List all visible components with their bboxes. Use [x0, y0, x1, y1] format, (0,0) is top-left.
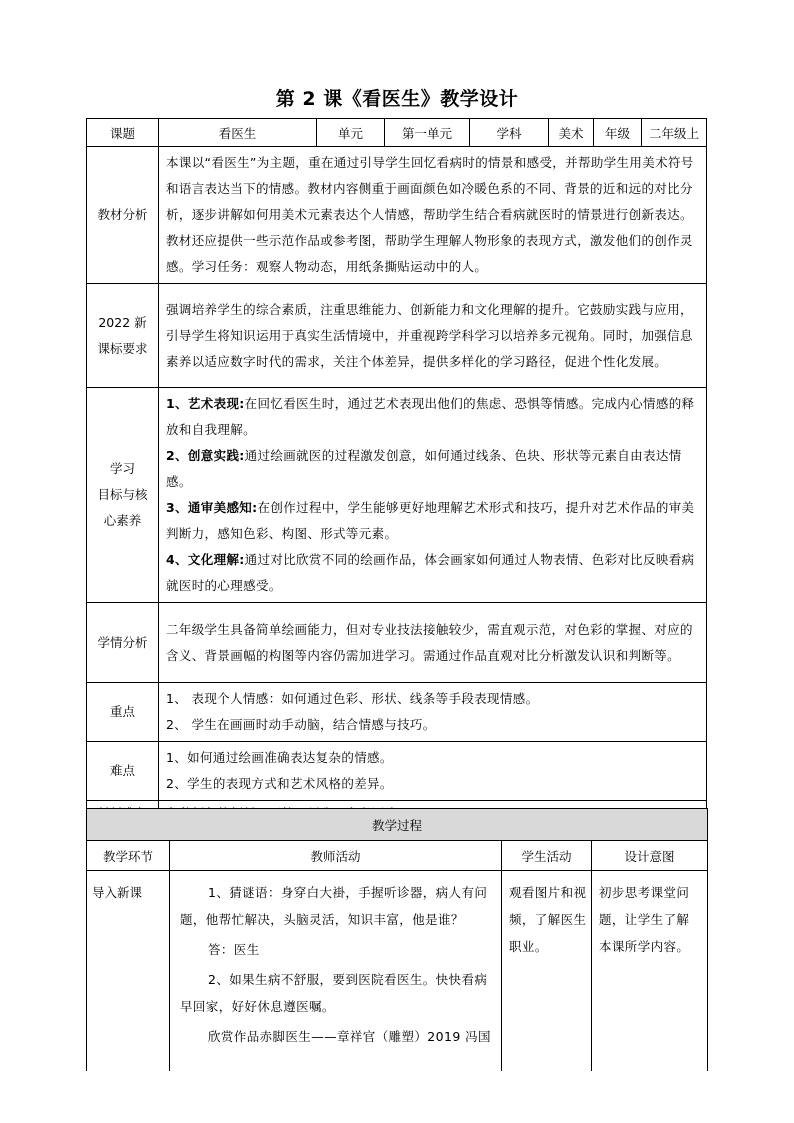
info-header-row [87, 119, 707, 147]
standards-label-line2: 课标要求 [97, 340, 148, 356]
difficulties-text [159, 742, 707, 801]
subject-value: 美术 [549, 119, 594, 147]
teacher-paragraph: 2、如果生病不舒服，要到医院看医生。快快看病早回家，好好休息遵医嘱。 [180, 972, 488, 1014]
standards-text: 强调培养学生的综合素质，注重思维能力、创新能力和文化理解的提升。它鼓励实践与应用，引导学生将知识运用于真实生活情境中，并重视跨学科学习以培养多元视角。同时，加强信息素养以适应数字时代的需求，关注个体差异，提供多样化的学习路径，促进个性化发展。 [159, 284, 707, 388]
teacher-paragraph: 答：医生 [208, 942, 260, 957]
standards-row [87, 284, 707, 388]
objective-head: 2、创意实践: [166, 448, 245, 463]
objective-item [166, 495, 699, 547]
lesson-value: 看医生 [159, 119, 317, 147]
objective-text: 通过对比欣赏不同的绘画作品，体会画家如何通过人物表情、色彩对比反映看病就医时的心理感受。 [166, 552, 695, 593]
subject-label: 学科 [470, 119, 549, 147]
process-banner: 教学过程 [87, 809, 708, 841]
grade-label: 年级 [594, 119, 642, 147]
objective-text: 通过绘画就医的过程激发创意，如何通过线条、色块、形状等元素自由表达情感。 [166, 448, 682, 489]
difficulties-row [87, 742, 707, 801]
intent-header: 设计意图 [592, 841, 708, 871]
teacher-header: 教师活动 [170, 841, 502, 871]
standards-label-line1: 2022 新 [98, 314, 147, 330]
student-header: 学生活动 [502, 841, 592, 871]
difficulty-item: 2、学生的表现方式和艺术风格的差异。 [166, 776, 393, 791]
intro-stage: 导入新课 [87, 871, 170, 1071]
objective-head: 4、文化理解: [166, 552, 245, 567]
intro-design-intent: 初步思考课堂问题，让学生了解本课所学内容。 [592, 871, 708, 1071]
lesson-label: 课题 [87, 119, 159, 147]
objective-item [166, 391, 699, 443]
key-points-row [87, 683, 707, 742]
objective-text: 在创作过程中，学生能够更好地理解艺术形式和技巧，提升对艺术作品的审美判断力，感知色彩、构图、形式等元素。 [166, 500, 695, 541]
stage-header: 教学环节 [87, 841, 170, 871]
objective-text: 在回忆看医生时，通过艺术表现出他们的焦虑、恐惧等情感。完成内心情感的释放和自我理解。 [166, 396, 695, 437]
objective-head: 3、通审美感知: [166, 500, 258, 515]
key-points-text [159, 683, 707, 742]
unit-value: 第一单元 [385, 119, 470, 147]
learner-analysis-label: 学情分析 [87, 603, 159, 683]
grade-value: 二年级上 [642, 119, 707, 147]
key-point-item: 2、 学生在画画时动手动脑，结合情感与技巧。 [166, 717, 436, 732]
objectives-text [159, 388, 707, 603]
teacher-paragraph: 欣赏作品赤脚医生——章祥官（雕塑）2019 冯国 [208, 1029, 491, 1044]
page-title: 第 2 课《看医生》教学设计 [275, 88, 519, 110]
objectives-label-line3: 心素养 [103, 513, 142, 528]
lesson-info-table [86, 118, 707, 828]
intro-row [87, 871, 708, 1071]
objectives-label-line2: 目标与核 [97, 487, 148, 502]
teacher-paragraph: 1、猜谜语：身穿白大褂，手握听诊器，病人有问题，他帮忙解决，头脑灵活，知识丰富，他是谁？ [180, 885, 488, 927]
standards-label [87, 284, 159, 388]
learner-analysis-text: 二年级学生具备简单绘画能力，但对专业技法接触较少，需直观示范，对色彩的掌握、对应的含义、背景画幅的构图等内容仍需加进学习。需通过作品直观对比分析激发认识和判断等。 [159, 603, 707, 683]
objectives-row [87, 388, 707, 603]
material-analysis-row [87, 147, 707, 284]
objective-item [166, 443, 699, 495]
material-analysis-label: 教材分析 [87, 147, 159, 284]
learner-analysis-row [87, 603, 707, 683]
teaching-process-table [86, 808, 708, 1071]
objectives-label [87, 388, 159, 603]
process-header-row [87, 841, 708, 871]
objective-item [166, 547, 699, 599]
objectives-label-line1: 学习 [109, 461, 135, 476]
intro-teacher-activity [170, 871, 502, 1071]
difficulty-item: 1、如何通过绘画准确表达复杂的情感。 [166, 750, 393, 765]
process-banner-row [87, 809, 708, 841]
difficulties-label: 难点 [87, 742, 159, 801]
intro-student-activity: 观看图片和视频，了解医生职业。 [502, 871, 592, 1071]
key-point-item: 1、 表现个人情感：如何通过色彩、形状、线条等手段表现情感。 [166, 691, 539, 706]
unit-label: 单元 [317, 119, 385, 147]
key-points-label: 重点 [87, 683, 159, 742]
objective-head: 1、艺术表现: [166, 396, 245, 411]
material-analysis-text: 本课以“看医生”为主题，重在通过引导学生回忆看病时的情景和感受，并帮助学生用美术符号和语言表达当下的情感。教材内容侧重于画面颜色如冷暖色系的不同、背景的近和远的对比分析，逐步讲解如何用美术元素表达个人情感，帮助学生结合看病就医时的情景进行创新表达。教材还应提供一些示范作品或参考图，帮助学生理解人物形象的表现方式，激发他们的创作灵感。学习任务：观察人物动态，用纸条撕贴运动中的人。 [159, 147, 707, 284]
